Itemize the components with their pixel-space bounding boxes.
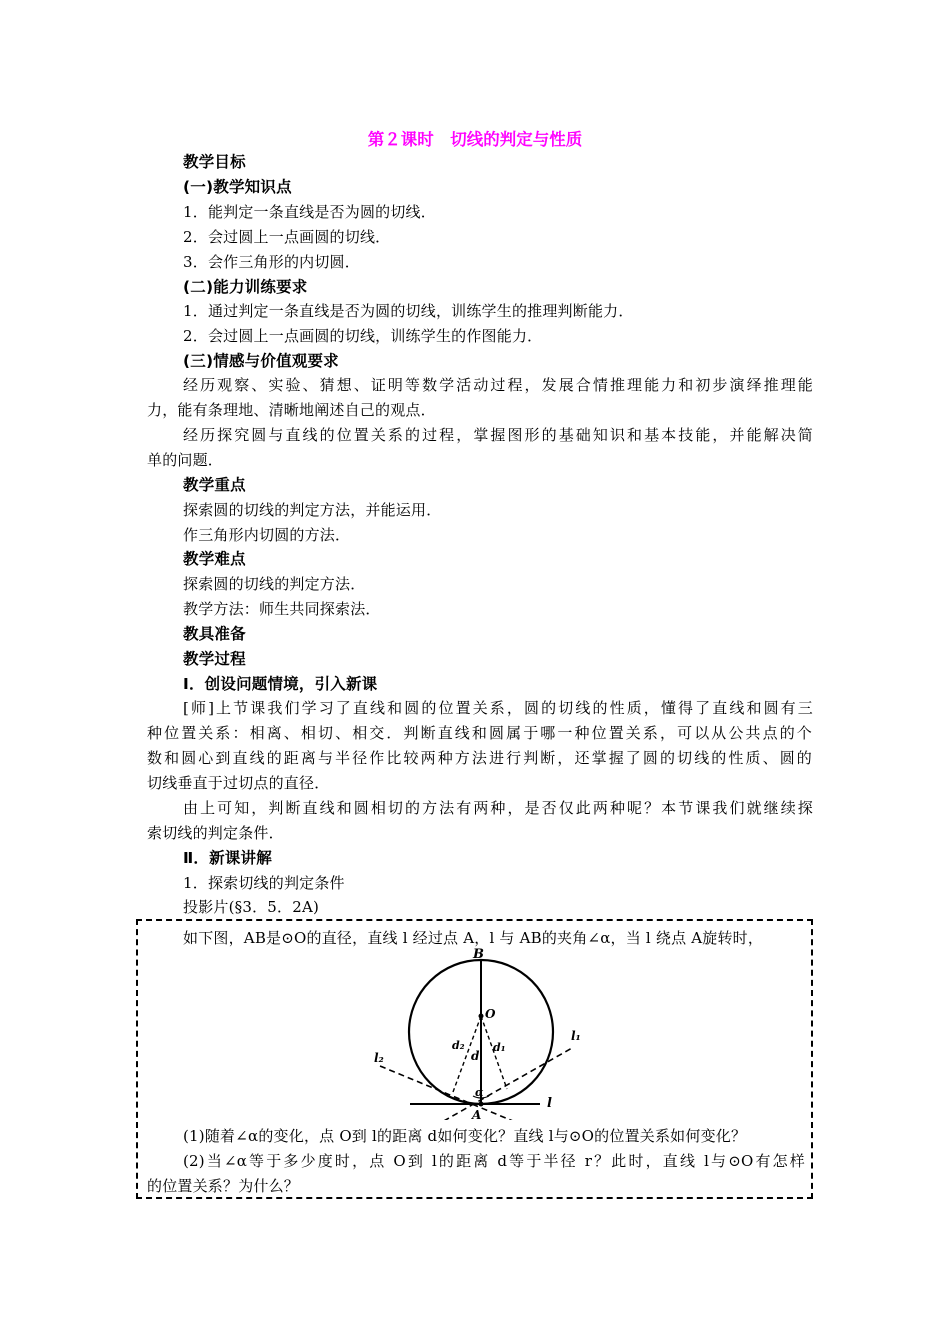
text-line: 单的问题．	[147, 451, 224, 469]
text-line: 1．探索切线的判定条件	[183, 874, 345, 892]
text-line: 种位置关系：相离、相切、相交．判断直线和圆属于哪一种位置关系，可以从公共点的个	[147, 724, 812, 742]
label-d2: d₂	[452, 1039, 465, 1052]
box-text-line: 如下图，AB是⊙O的直径，直线 l 经过点 A，l 与 AB的夹角∠α，当 l 绕点 A旋转时，	[183, 929, 764, 947]
label-b: B	[473, 948, 484, 962]
label-d1: d₁	[493, 1041, 506, 1054]
text-line: 3．会作三角形的内切圆．	[183, 253, 360, 271]
subheading-ability: (二)能力训练要求	[183, 278, 308, 296]
section-heading-objectives: 教学目标	[183, 153, 246, 171]
text-line: 2．会过圆上一点画圆的切线．	[183, 228, 391, 246]
text-line: 作三角形内切圆的方法．	[183, 526, 351, 544]
text-line: 由上可知，判断直线和圆相切的方法有两种，是否仅此两种呢？本节课我们就继续探	[183, 799, 813, 817]
label-alpha: α	[475, 1086, 484, 1099]
subheading-part-1: Ⅰ．创设问题情境，引入新课	[183, 675, 378, 693]
text-line: [师]上节课我们学习了直线和圆的位置关系，圆的切线的性质，懂得了直线和圆有三	[183, 699, 813, 717]
text-line: 经历观察、实验、猜想、证明等数学活动过程，发展合情推理能力和初步演绎推理能	[183, 376, 813, 394]
text-line: 切线垂直于过切点的直径．	[147, 774, 330, 792]
box-text-line: (1)随着∠α的变化，点 O到 l的距离 d如何变化？直线 l与⊙O的位置关系如何变化？	[183, 1127, 747, 1145]
text-line: 教学方法：师生共同探索法．	[183, 600, 381, 618]
text-line: 探索圆的切线的判定方法．	[183, 575, 366, 593]
text-line: 数和圆心到直线的距离与半径作比较两种方法进行判断，还掌握了圆的切线的性质、圆的	[147, 749, 812, 767]
text-line: 经历探究圆与直线的位置关系的过程，掌握图形的基础知识和基本技能，并能解决简	[183, 426, 813, 444]
label-a: A	[472, 1108, 482, 1120]
text-line: 1．通过判定一条直线是否为圆的切线，训练学生的推理判断能力．	[183, 302, 634, 320]
box-text-line: (2)当∠α等于多少度时，点 O到 l的距离 d等于半径 r？此时，直线 l与⊙O有怎样	[183, 1152, 805, 1170]
box-text-line: 的位置关系？为什么？	[147, 1177, 300, 1195]
text-line: 索切线的判定条件．	[147, 824, 284, 842]
subheading-knowledge: (一)教学知识点	[183, 178, 292, 196]
point-a	[479, 1102, 484, 1107]
text-line: 1．能判定一条直线是否为圆的切线．	[183, 203, 436, 221]
circle-tangent-diagram	[360, 948, 600, 1120]
section-heading-materials: 教具准备	[183, 625, 246, 643]
subheading-values: (三)情感与价值观要求	[183, 352, 339, 370]
text-line: 投影片(§3．5．2A)	[183, 898, 320, 916]
text-line: 2．会过圆上一点画圆的切线，训练学生的作图能力．	[183, 327, 543, 345]
text-line: 探索圆的切线的判定方法，并能运用．	[183, 501, 442, 519]
label-l: l	[547, 1096, 552, 1111]
text-line: 力，能有条理地、清晰地阐述自己的观点．	[147, 401, 436, 419]
page-title: 第２课时 切线的判定与性质	[367, 130, 583, 149]
label-o: O	[485, 1007, 496, 1021]
label-d: d	[471, 1049, 480, 1063]
label-l1: l₁	[571, 1029, 581, 1043]
subheading-part-2: Ⅱ．新课讲解	[183, 849, 272, 867]
line-l2	[380, 1066, 525, 1120]
point-o	[479, 1014, 484, 1019]
label-l2: l₂	[374, 1051, 384, 1065]
section-heading-difficulty: 教学难点	[183, 550, 246, 568]
section-heading-process: 教学过程	[183, 650, 246, 668]
section-heading-key-points: 教学重点	[183, 476, 246, 494]
